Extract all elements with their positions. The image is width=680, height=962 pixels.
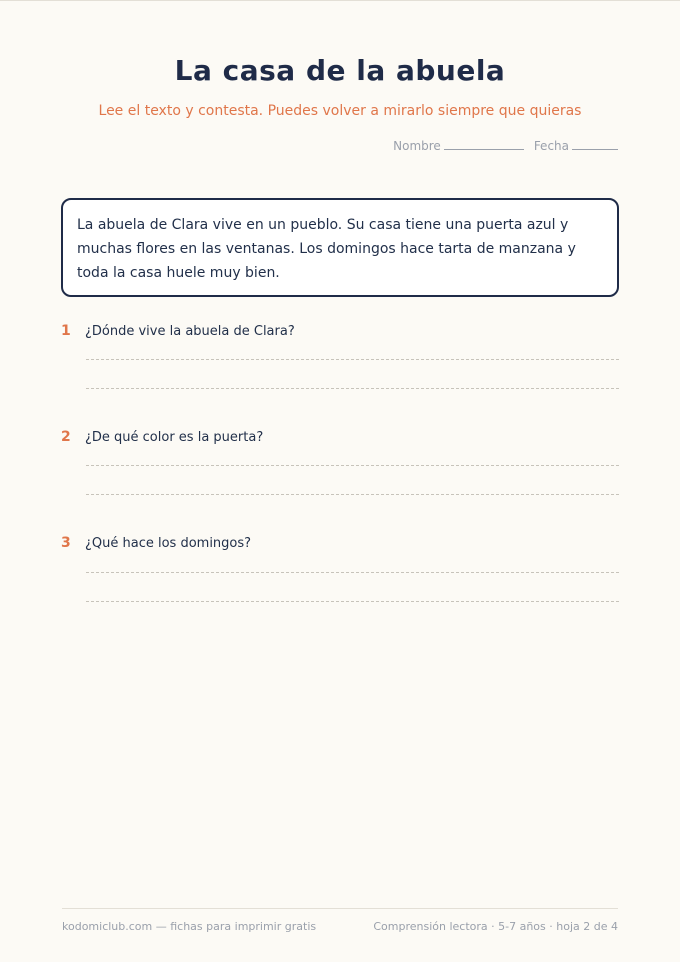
instructions: Lee el texto y contesta. Puedes volver a mirarlo siempre que quieras (98, 103, 582, 119)
question-2 (61, 427, 619, 447)
date-line[interactable] (572, 149, 618, 150)
question-number: 1 (61, 323, 71, 339)
answer-line[interactable] (86, 465, 619, 466)
answer-line[interactable] (86, 601, 619, 602)
page-title: La casa de la abuela (174, 54, 506, 87)
answer-line[interactable] (86, 359, 619, 360)
question-text: ¿Qué hace los domingos? (85, 535, 252, 551)
top-border (0, 0, 680, 1)
passage-line: toda la casa huele muy bien. (77, 265, 280, 281)
name-label: Nombre (393, 139, 441, 153)
question-number: 3 (61, 535, 71, 551)
name-line[interactable] (444, 149, 524, 150)
question-text: ¿De qué color es la puerta? (85, 429, 264, 445)
date-label: Fecha (533, 139, 569, 153)
question-1 (61, 321, 619, 341)
answer-line[interactable] (86, 494, 619, 495)
footer-site-credit: kodomiclub.com — fichas para imprimir gratis (62, 920, 317, 933)
answer-line[interactable] (86, 388, 619, 389)
passage-line: muchas flores en las ventanas. Los domingos hace tarta de manzana y (77, 241, 576, 257)
reading-passage (61, 198, 619, 297)
footer-divider (62, 908, 618, 909)
passage-line: La abuela de Clara vive en un pueblo. Su casa tiene una puerta azul y (77, 217, 569, 233)
question-3 (61, 533, 619, 553)
name-date-fields (393, 139, 618, 153)
answer-line[interactable] (86, 572, 619, 573)
question-number: 2 (61, 429, 71, 445)
question-text: ¿Dónde vive la abuela de Clara? (85, 323, 295, 339)
footer-page-info: Comprensión lectora · 5-7 años · hoja 2 de 4 (373, 920, 618, 933)
